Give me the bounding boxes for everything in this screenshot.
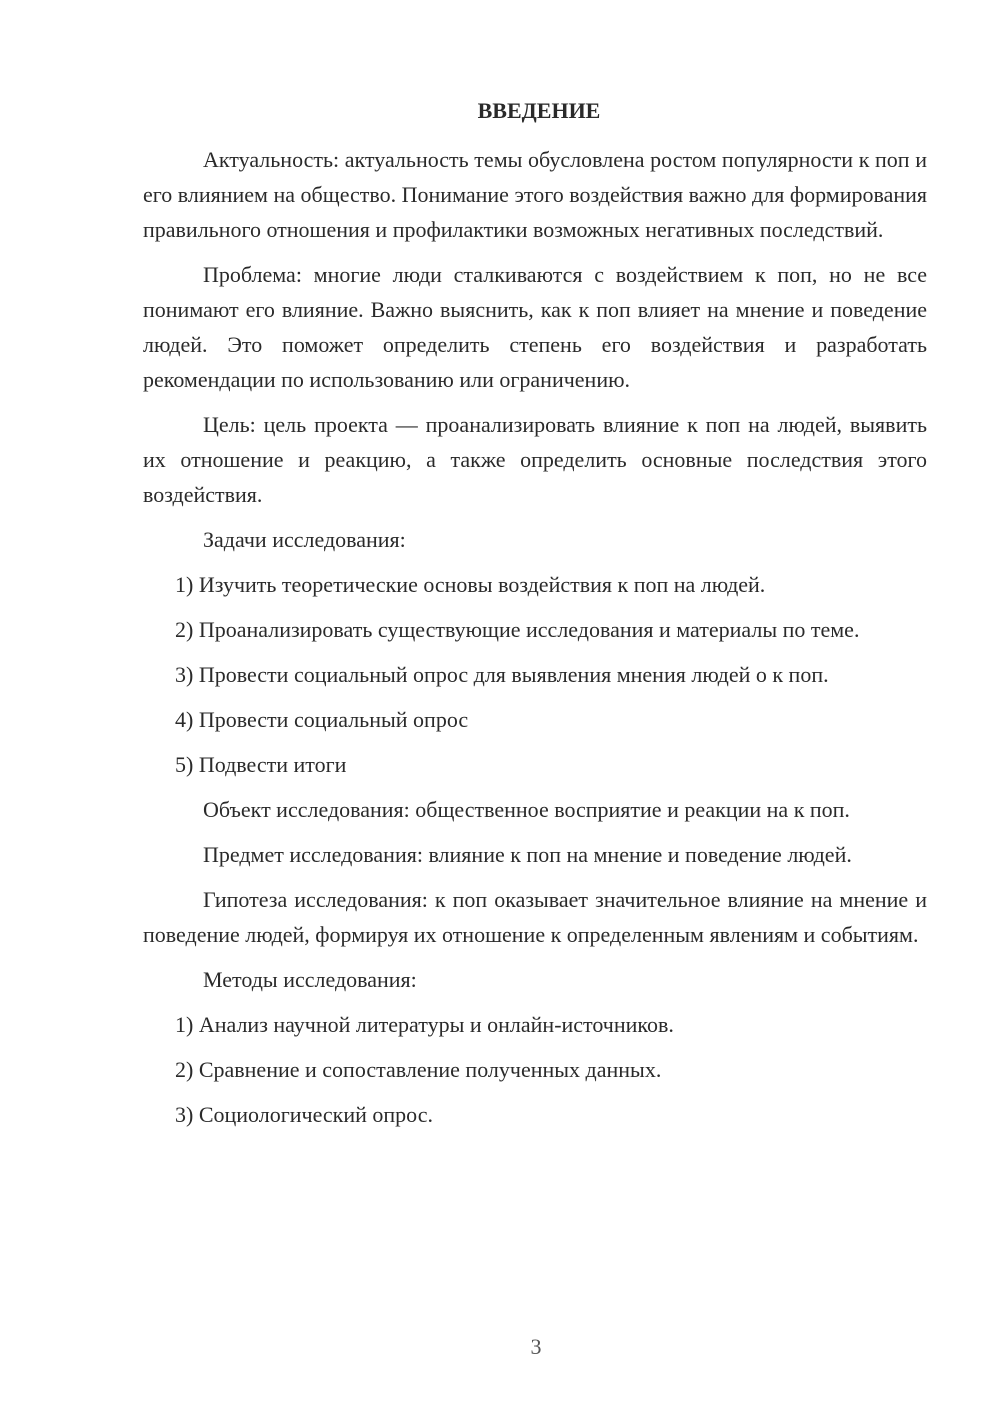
page-number: 3 (530, 1334, 542, 1359)
goal-paragraph: Цель: цель проекта — проанализировать влияние к поп на людей, выявить их отношение и реакцию, а также определить основные последствия этого воздействия. (143, 412, 927, 507)
methods-heading: Методы исследования: (203, 967, 417, 992)
section-title: ВВЕДЕНИЕ (477, 98, 601, 123)
problem-paragraph: Проблема: многие люди сталкиваются с воздействием к поп, но не все понимают его влияние. Важно выяснить, как к поп влияет на мнение и поведение людей. Это поможет определить степень его воздействия и разработать рекомендации по использованию или ограничению. (143, 262, 927, 392)
method-item: 1) Анализ научной литературы и онлайн-источников. (175, 1012, 674, 1037)
object-paragraph: Объект исследования: общественное восприятие и реакции на к поп. (203, 797, 850, 822)
hypothesis-paragraph: Гипотеза исследования: к поп оказывает значительное влияние на мнение и поведение людей, формируя их отношение к определенным явлениям и событиям. (143, 887, 927, 947)
page-content (143, 94, 927, 1142)
task-item: 1) Изучить теоретические основы воздействия к поп на людей. (175, 572, 766, 597)
method-item: 2) Сравнение и сопоставление полученных данных. (175, 1057, 662, 1082)
task-item: 3) Провести социальный опрос для выявления мнения людей о к поп. (175, 662, 829, 687)
task-item: 2) Проанализировать существующие исследования и материалы по теме. (175, 617, 860, 642)
task-item: 5) Подвести итоги (175, 752, 347, 777)
tasks-heading: Задачи исследования: (203, 527, 406, 552)
task-item: 4) Провести социальный опрос (175, 707, 469, 732)
subject-paragraph: Предмет исследования: влияние к поп на мнение и поведение людей. (203, 842, 852, 867)
relevance-paragraph: Актуальность: актуальность темы обусловлена ростом популярности к поп и его влиянием на общество. Понимание этого воздействия важно для формирования правильного отношения и профилактики возможных негативных последствий. (143, 147, 927, 242)
method-item: 3) Социологический опрос. (175, 1102, 433, 1127)
